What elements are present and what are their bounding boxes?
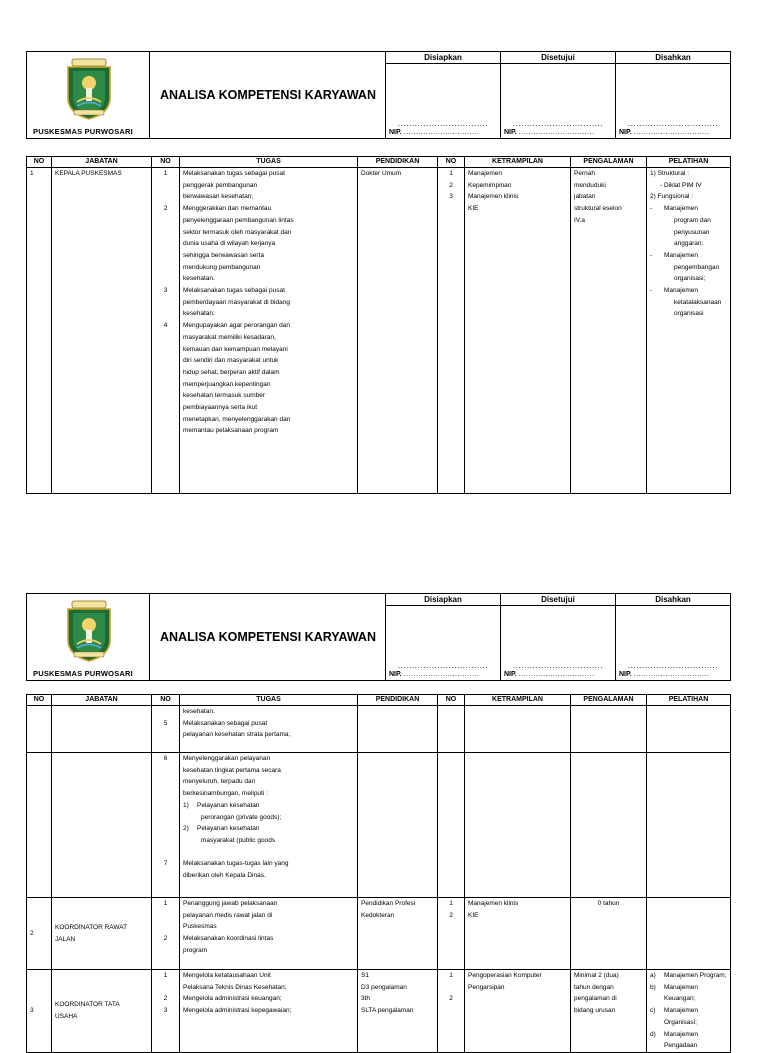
pengalaman-cell: 0 tahun xyxy=(571,898,647,970)
header-table xyxy=(26,51,731,139)
ketrampilan-cell: Pengoperasian Komputer Pengarsipan xyxy=(465,970,571,1053)
col-header-no: NO xyxy=(438,157,465,168)
org-name: PUSKESMAS PURWOSARI xyxy=(33,669,133,678)
col-header-no: NO xyxy=(152,157,180,168)
row-number: 3 xyxy=(27,970,52,1053)
jabatan-cell: KEPALA PUSKESMAS xyxy=(52,168,152,494)
signature-line: ................................ xyxy=(397,661,489,670)
column-headers xyxy=(27,695,731,706)
col-header-pengalaman: PENGALAMAN xyxy=(571,157,647,168)
tugas-cell: Penanggung jawab pelaksanaan pelayanan medis rawat jalan di Puskesmas Melaksanakan koordinasi lintas program xyxy=(180,898,358,970)
tugas-cell: Melaksanakan tugas sebagai pusat penggerak pembangunan berwawasan kesehatan; Menggerakkan dan memantau penyelenggaraan pembangunan lintas sektor termasuk oleh masyarakat dan dunia usaha di wilayah kerjanya sehingga berwawasan serta mendukung pembangunan kesehatan. Melaksanakan tugas sebagai pusat pemberdayaan masyarakat di bidang kesehatan; Mengupayakan agar perorangan dan masyarakat memiliki kesadaran, kemauan dan kemampuan melayani diri sendiri dan masyarakat untuk hidup sehat, berperan aktif dalam memperjuangkan kepentingan kesehatan termasuk sumber pembiayaannya serta ikut menetapkan, menyelenggarakan dan memantau pelaksanaan program xyxy=(180,168,358,494)
signature-box-disiapkan xyxy=(386,64,501,139)
jabatan-cell: KOORDINATOR RAWAT JALAN xyxy=(52,898,152,970)
pendidikan-cell: Dokter Umum xyxy=(358,168,438,494)
signature-header-disetujui: Disetujui xyxy=(501,594,616,606)
nip-field: NIP. ............................... xyxy=(504,671,595,678)
jabatan-cell: KOORDINATOR TATA USAHA xyxy=(52,970,152,1053)
row-number: 1 xyxy=(27,168,52,494)
header-table xyxy=(26,593,731,681)
logo-cell xyxy=(27,594,150,681)
col-header-no: NO xyxy=(438,695,465,706)
task-numbers: 5 xyxy=(152,706,180,753)
document-title: ANALISA KOMPETENSI KARYAWAN xyxy=(150,52,386,139)
skill-numbers: 1 2 3 xyxy=(438,168,465,494)
pelatihan-cell: a) Manajemen Program; b) Manajemen Keuangan; c) Manajemen Organisasi; d) Manajemen Pengadaan xyxy=(647,970,731,1053)
nip-field: NIP. ............................... xyxy=(619,671,710,678)
signature-header-disiapkan: Disiapkan xyxy=(386,52,501,64)
page-1 xyxy=(26,51,730,494)
tugas-cell: Menyelenggarakan pelayanan kesehatan tingkat pertama secara menyeluruh, terpadu dan berkesinambungan, meliputi : 1) Pelayanan kesehatan perorangan (private goods); 2) Pelayanan kesehatan masyarakat (public goods Melaksanakan tugas-tugas lain yang diberikan oleh Kepala Dinas. xyxy=(180,753,358,898)
signature-line: ................................ xyxy=(512,661,604,670)
logo-cell xyxy=(27,52,150,139)
task-numbers: 1 2 xyxy=(152,898,180,970)
col-header-tugas: TUGAS xyxy=(180,157,358,168)
pengalaman-cell: Pernah menduduki jabatan struktural eselon IV.a xyxy=(571,168,647,494)
signature-box-disetujui xyxy=(501,64,616,139)
task-numbers: 1 2 3 4 xyxy=(152,168,180,494)
nip-field: NIP. ............................... xyxy=(504,129,595,136)
col-header-no: NO xyxy=(27,157,52,168)
col-header-pelatihan: PELATIHAN xyxy=(647,695,731,706)
col-header-jabatan: JABATAN xyxy=(52,695,152,706)
signature-header-disiapkan: Disiapkan xyxy=(386,594,501,606)
document-title: ANALISA KOMPETENSI KARYAWAN xyxy=(150,594,386,681)
nip-field: NIP. ............................... xyxy=(389,129,480,136)
competency-table xyxy=(26,156,731,494)
col-header-ketrampilan: KETRAMPILAN xyxy=(465,695,571,706)
page-2 xyxy=(26,593,730,1053)
signature-box-disahkan xyxy=(616,606,731,681)
skill-numbers: 1 2 xyxy=(438,898,465,970)
row-number: 2 xyxy=(27,898,52,970)
pendidikan-cell: Pendidikan Profesi Kedokteran xyxy=(358,898,438,970)
col-header-no: NO xyxy=(152,695,180,706)
signature-line: ................................ xyxy=(397,119,489,128)
ketrampilan-cell: Manajemen Kepemimpinan Manajemen klinis KIE xyxy=(465,168,571,494)
regency-emblem-icon xyxy=(64,58,114,120)
table-row xyxy=(27,753,731,898)
col-header-jabatan: JABATAN xyxy=(52,157,152,168)
signature-header-disahkan: Disahkan xyxy=(616,594,731,606)
column-headers xyxy=(27,157,731,168)
signature-header-disetujui: Disetujui xyxy=(501,52,616,64)
skill-numbers: 1 2 xyxy=(438,970,465,1053)
task-numbers: 1 2 3 xyxy=(152,970,180,1053)
nip-field: NIP. ............................... xyxy=(389,671,480,678)
org-name: PUSKESMAS PURWOSARI xyxy=(33,127,133,136)
tugas-cell: Mengelola ketatausahaan Unit Pelaksana Teknis Dinas Kesehatan; Mengelola administrasi keuangan; Mengelola administrasi kepegawaian; xyxy=(180,970,358,1053)
col-header-pendidikan: PENDIDIKAN xyxy=(358,157,438,168)
competency-table xyxy=(26,694,731,1053)
task-numbers: 6 7 xyxy=(152,753,180,898)
signature-box-disiapkan xyxy=(386,606,501,681)
col-header-pengalaman: PENGALAMAN xyxy=(571,695,647,706)
ketrampilan-cell: Manajemen klinis KIE xyxy=(465,898,571,970)
table-row xyxy=(27,706,731,753)
table-row xyxy=(27,970,731,1053)
col-header-pelatihan: PELATIHAN xyxy=(647,157,731,168)
table-row xyxy=(27,168,731,494)
col-header-tugas: TUGAS xyxy=(180,695,358,706)
pengalaman-cell: Minimal 2 (dua) tahun dengan pengalaman di bidang urusan xyxy=(571,970,647,1053)
pelatihan-cell: 1) Struktural : - Diklat PIM IV 2) Fungsional : - Manajemen program dan penyusunan anggaran; - Manajemen pengembangan organisasi; - Manajemen ketatalaksanaan organisasi xyxy=(647,168,731,494)
signature-box-disetujui xyxy=(501,606,616,681)
table-row xyxy=(27,898,731,970)
col-header-pendidikan: PENDIDIKAN xyxy=(358,695,438,706)
signature-line: ................................ xyxy=(512,119,604,128)
signature-box-disahkan xyxy=(616,64,731,139)
col-header-ketrampilan: KETRAMPILAN xyxy=(465,157,571,168)
nip-field: NIP. ............................... xyxy=(619,129,710,136)
regency-emblem-icon xyxy=(64,600,114,662)
pendidikan-cell: S1 D3 pengalaman 3th SLTA pengalaman xyxy=(358,970,438,1053)
tugas-cell: kesehatan. Melaksanakan sebagai pusat pelayanan kesehatan strata pertama; xyxy=(180,706,358,753)
signature-line: ................................ xyxy=(627,119,719,128)
signature-header-disahkan: Disahkan xyxy=(616,52,731,64)
signature-line: ................................ xyxy=(627,661,719,670)
col-header-no: NO xyxy=(27,695,52,706)
